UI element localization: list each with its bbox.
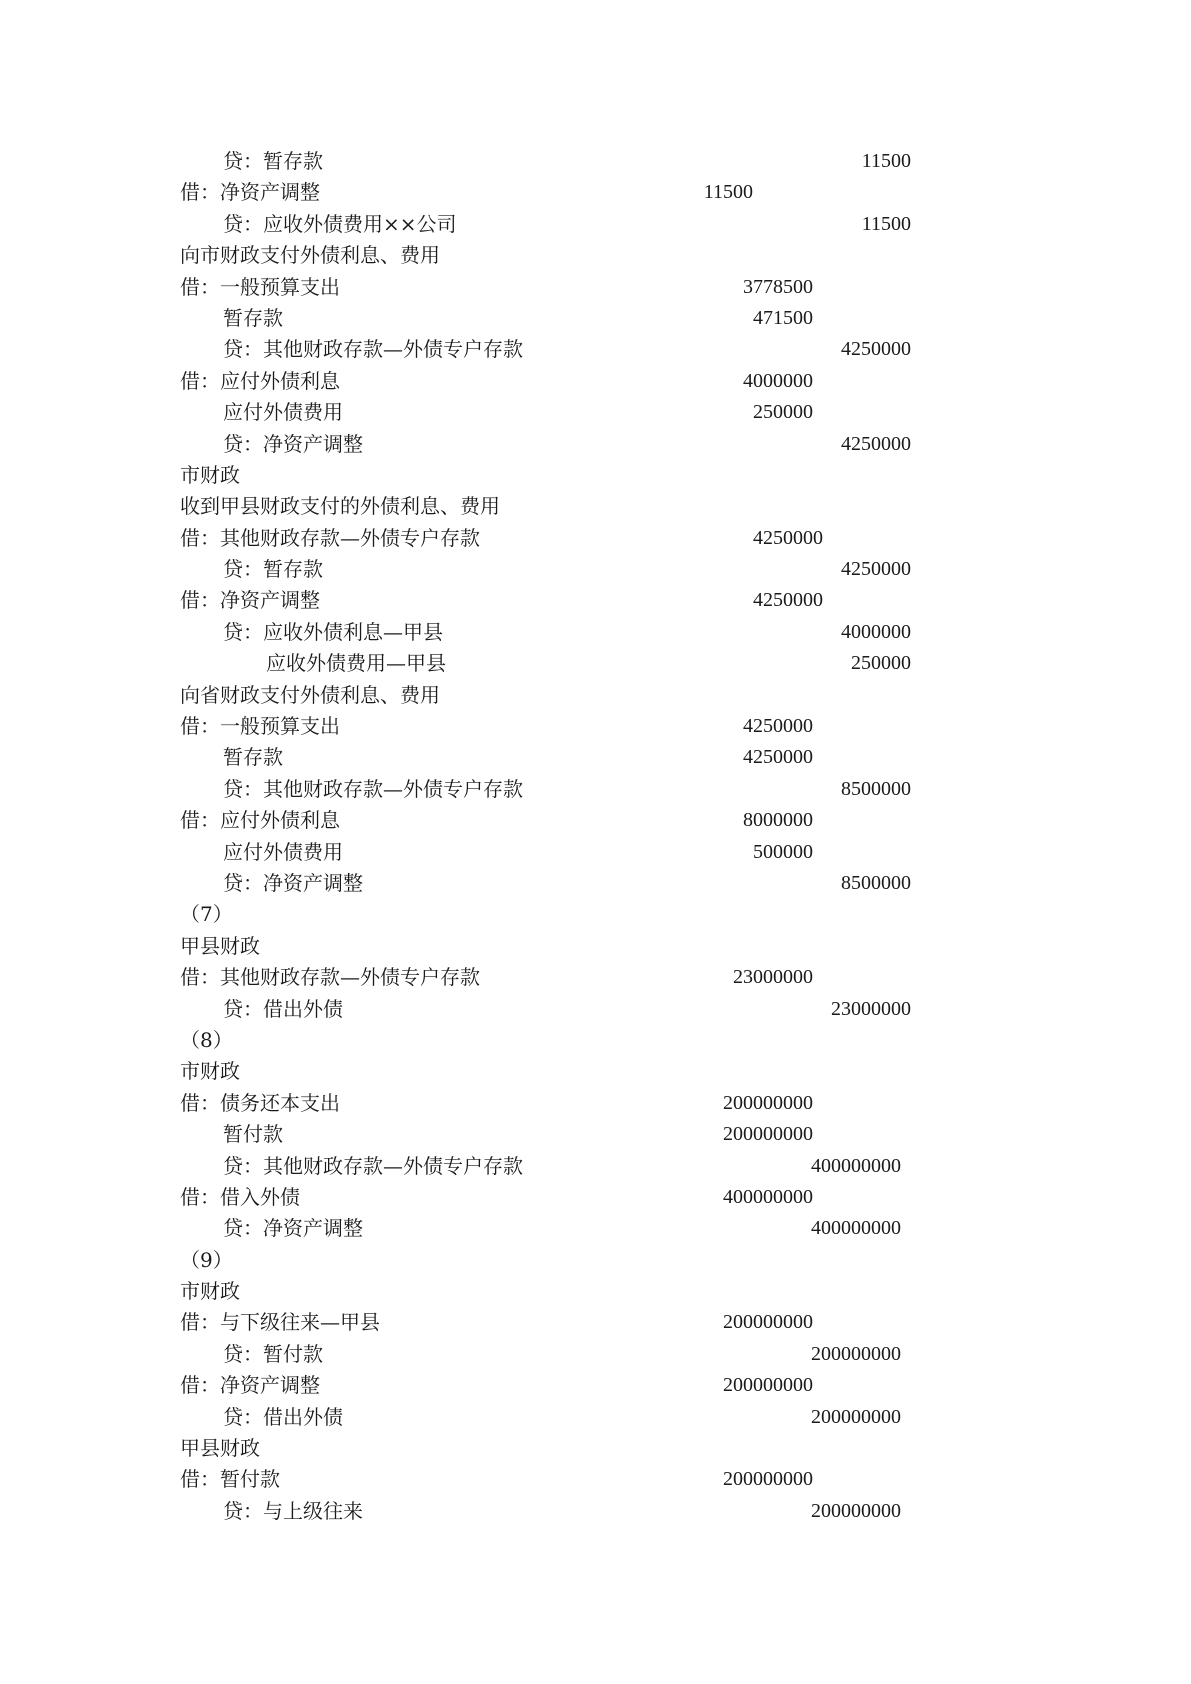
journal-line (0, 711, 1191, 742)
entry-label: 暂付款 (223, 1122, 283, 1147)
entry-label: 应收外债费用—甲县 (266, 651, 446, 676)
debit-amount: 4250000 (743, 715, 813, 738)
entry-label: 借：一般预算支出 (180, 714, 340, 739)
journal-line (0, 1245, 1191, 1276)
journal-line (0, 1213, 1191, 1244)
journal-line (0, 366, 1191, 397)
journal-line (0, 648, 1191, 679)
entry-label: 甲县财政 (180, 933, 260, 958)
entry-label: 收到甲县财政支付的外债利息、费用 (180, 494, 500, 519)
entry-label: 贷：其他财政存款—外债专户存款 (223, 1153, 523, 1178)
entry-label: 市财政 (180, 1059, 240, 1084)
entry-label: （9） (180, 1247, 233, 1272)
debit-amount: 4250000 (743, 746, 813, 769)
entry-label: 贷：其他财政存款—外债专户存款 (223, 776, 523, 801)
journal-line (0, 1339, 1191, 1370)
credit-amount: 200000000 (811, 1405, 901, 1428)
journal-line (0, 334, 1191, 365)
journal-line (0, 805, 1191, 836)
journal-line (0, 209, 1191, 240)
journal-line (0, 177, 1191, 208)
journal-line (0, 303, 1191, 334)
credit-amount: 400000000 (811, 1217, 901, 1240)
journal-line (0, 1370, 1191, 1401)
journal-line (0, 868, 1191, 899)
entry-label: （8） (180, 1027, 233, 1052)
journal-line (0, 1088, 1191, 1119)
entry-label: 应付外债费用 (223, 839, 343, 864)
credit-amount: 400000000 (811, 1154, 901, 1177)
debit-amount: 200000000 (723, 1123, 813, 1146)
debit-amount: 200000000 (723, 1091, 813, 1114)
credit-amount: 23000000 (831, 997, 911, 1020)
credit-amount: 200000000 (811, 1499, 901, 1522)
entry-label: 借：与下级往来—甲县 (180, 1310, 380, 1335)
journal-line (0, 837, 1191, 868)
entry-label: 贷：暂存款 (223, 149, 323, 173)
entry-label: 贷：暂付款 (223, 1341, 323, 1366)
credit-amount: 11500 (861, 212, 911, 235)
entry-label: 贷：借出外债 (223, 1404, 343, 1429)
debit-amount: 200000000 (723, 1311, 813, 1334)
journal-line (0, 1119, 1191, 1150)
entry-label: 贷：净资产调整 (223, 431, 363, 456)
entry-label: 借：净资产调整 (180, 588, 320, 613)
debit-amount: 4250000 (753, 526, 823, 549)
journal-line (0, 1056, 1191, 1087)
debit-amount: 500000 (753, 840, 813, 863)
journal-line (0, 1276, 1191, 1307)
entry-label: 借：其他财政存款—外债专户存款 (180, 965, 480, 990)
entry-label: 贷：应收外债利息—甲县 (223, 619, 443, 644)
entry-label: 市财政 (180, 462, 240, 487)
journal-line (0, 146, 1191, 177)
journal-line (0, 931, 1191, 962)
journal-line (0, 429, 1191, 460)
entry-label: 甲县财政 (180, 1436, 260, 1461)
entry-label: 贷：与上级往来 (223, 1498, 363, 1523)
credit-amount: 4000000 (841, 620, 911, 643)
entry-label: 贷：暂存款 (223, 557, 323, 582)
credit-amount: 4250000 (841, 338, 911, 361)
entry-label: 贷：净资产调整 (223, 1216, 363, 1241)
entry-label: 借：债务还本支出 (180, 1090, 340, 1115)
journal-line (0, 1433, 1191, 1464)
debit-amount: 8000000 (743, 809, 813, 832)
debit-amount: 4250000 (753, 589, 823, 612)
entry-label: （7） (180, 902, 233, 927)
debit-amount: 200000000 (723, 1468, 813, 1491)
entry-label: 借：暂付款 (180, 1467, 280, 1492)
credit-amount: 11500 (861, 150, 911, 172)
journal-line (0, 774, 1191, 805)
debit-amount: 11500 (703, 181, 753, 204)
entry-label: 贷：其他财政存款—外债专户存款 (223, 337, 523, 362)
entry-label: 借：其他财政存款—外债专户存款 (180, 525, 480, 550)
journal-line (0, 617, 1191, 648)
journal-line (0, 240, 1191, 271)
debit-amount: 23000000 (733, 966, 813, 989)
credit-amount: 4250000 (841, 432, 911, 455)
entry-label: 贷：应收外债费用××公司 (223, 211, 457, 236)
entry-label: 借：净资产调整 (180, 1373, 320, 1398)
journal-line (0, 1496, 1191, 1527)
debit-amount: 3778500 (743, 275, 813, 298)
journal-line (0, 1182, 1191, 1213)
entry-label: 应付外债费用 (223, 400, 343, 425)
debit-amount: 200000000 (723, 1374, 813, 1397)
journal-line (0, 1307, 1191, 1338)
journal-line (0, 1464, 1191, 1495)
entry-label: 暂存款 (223, 745, 283, 770)
debit-amount: 400000000 (723, 1185, 813, 1208)
entry-label: 借：一般预算支出 (180, 274, 340, 299)
debit-amount: 250000 (753, 401, 813, 424)
entry-label: 贷：借出外债 (223, 996, 343, 1021)
journal-entries (0, 146, 1191, 1527)
entry-label: 借：应付外债利息 (180, 808, 340, 833)
credit-amount: 8500000 (841, 777, 911, 800)
debit-amount: 4000000 (743, 369, 813, 392)
journal-line (0, 272, 1191, 303)
journal-line (0, 742, 1191, 773)
entry-label: 暂存款 (223, 305, 283, 330)
credit-amount: 250000 (851, 652, 911, 675)
journal-line (0, 523, 1191, 554)
journal-line (0, 397, 1191, 428)
credit-amount: 4250000 (841, 558, 911, 581)
entry-label: 借：净资产调整 (180, 180, 320, 205)
journal-line (0, 962, 1191, 993)
entry-label: 贷：净资产调整 (223, 870, 363, 895)
journal-line (0, 554, 1191, 585)
journal-line (0, 1402, 1191, 1433)
debit-amount: 471500 (753, 306, 813, 329)
journal-line (0, 491, 1191, 522)
entry-label: 市财政 (180, 1279, 240, 1304)
credit-amount: 200000000 (811, 1342, 901, 1365)
entry-label: 向市财政支付外债利息、费用 (180, 243, 440, 268)
journal-line (0, 899, 1191, 930)
entry-label: 借：应付外债利息 (180, 368, 340, 393)
credit-amount: 8500000 (841, 871, 911, 894)
journal-line (0, 1151, 1191, 1182)
journal-line (0, 1025, 1191, 1056)
entry-label: 向省财政支付外债利息、费用 (180, 682, 440, 707)
journal-line (0, 460, 1191, 491)
entry-label: 借：借入外债 (180, 1184, 300, 1209)
journal-line (0, 680, 1191, 711)
journal-line (0, 585, 1191, 616)
journal-line (0, 994, 1191, 1025)
